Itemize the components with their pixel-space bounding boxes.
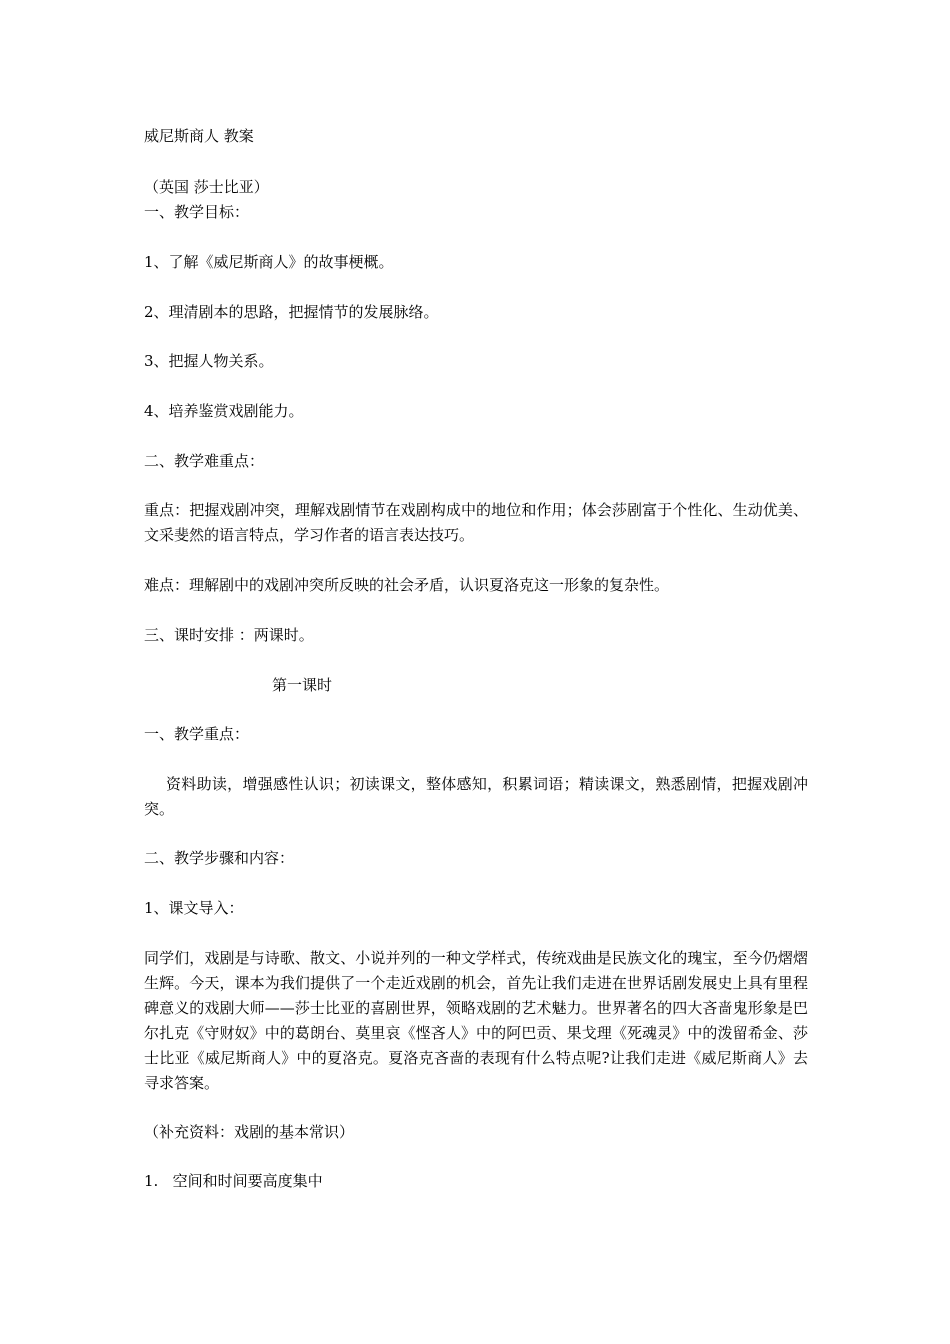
goal-item: 1、了解《威尼斯商人》的故事梗概。 [144, 253, 394, 271]
lesson-section-heading-steps: 二、教学步骤和内容： [144, 849, 295, 867]
lesson-section-heading-focus: 一、教学重点： [144, 725, 250, 743]
author-line: （英国 莎士比亚） [144, 178, 269, 196]
supplement-heading: （补充资料：戏剧的基本常识） [144, 1123, 355, 1141]
document-title: 威尼斯商人 教案 [144, 127, 254, 145]
goal-item: 3、把握人物关系。 [144, 352, 274, 370]
section-heading-key-difficult-points: 二、教学难重点： [144, 452, 265, 470]
section-heading-schedule: 三、课时安排 ：两课时。 [144, 626, 314, 644]
lesson-title: 第一课时 [272, 676, 333, 694]
supplement-item: 1. 空间和时间要高度集中 [144, 1172, 323, 1190]
lesson-focus-paragraph: 资料助读，增强感性认识；初读课文，整体感知，积累词语；精读课文，熟悉剧情，把握戏剧冲突。 [144, 775, 808, 818]
section-heading-teaching-goals: 一、教学目标： [144, 203, 250, 221]
intro-paragraph: 同学们，戏剧是与诗歌、散文、小说并列的一种文学样式，传统戏曲是民族文化的瑰宝，至今仍熠熠生辉。今天，课本为我们提供了一个走近戏剧的机会，首先让我们走进在世界话剧发展史上具有里程碑意义的戏剧大师——莎士比亚的喜剧世界，领略戏剧的艺术魅力。世界著名的四大吝啬鬼形象是巴尔扎克《守财奴》中的葛朗台、莫里哀《悭吝人》中的阿巴贡、果戈理《死魂灵》中的泼留希金、莎士比亚《威尼斯商人》中的夏洛克。夏洛克吝啬的表现有什么特点呢?让我们走进《威尼斯商人》去寻求答案。 [144, 949, 808, 1092]
key-points-paragraph: 重点：把握戏剧冲突，理解戏剧情节在戏剧构成中的地位和作用；体会莎剧富于个性化、生动优美、文采斐然的语言特点，学习作者的语言表达技巧。 [144, 501, 808, 544]
goal-item: 4、培养鉴赏戏剧能力。 [144, 402, 304, 420]
difficult-points-paragraph: 难点：理解剧中的戏剧冲突所反映的社会矛盾，认识夏洛克这一形象的复杂性。 [144, 576, 670, 594]
goal-item: 2、理清剧本的思路，把握情节的发展脉络。 [144, 303, 439, 321]
step-heading-intro: 1、课文导入： [144, 899, 244, 917]
